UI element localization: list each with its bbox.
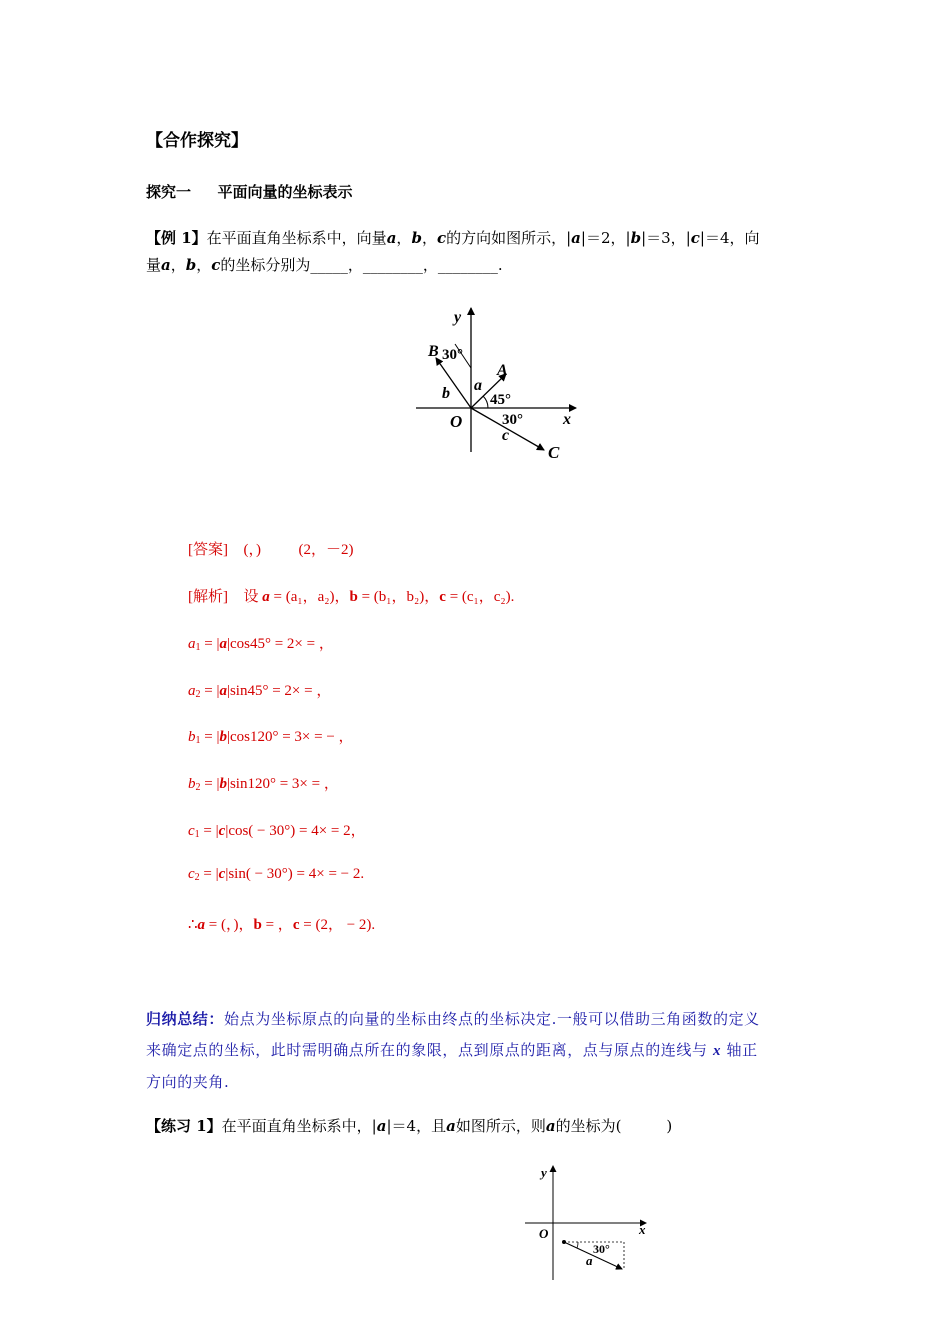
answer [188, 538, 354, 559]
angle-label-C: 30° [502, 412, 523, 428]
topic-number: 探究一 [146, 183, 192, 201]
analysis-line-5: $c_1 = |c|\cos( - 30^\circ) = 4\times = 2$， [188, 823, 366, 840]
analysis-conclusion: ∴a = (，)，b = ，c = (2， − 2). [188, 917, 376, 933]
angle-arc-30 [577, 1242, 578, 1248]
analysis-line-1: $a_1 = |a|\cos 45^\circ = 2\times$ = ， [188, 636, 334, 653]
analysis-line-6: $c_2 = |c|\sin( - 30^\circ) = 4\times$ = − 2. [188, 866, 365, 883]
example-1 [146, 225, 810, 279]
example-1-line-1: 【例 1】在平面直角坐标系中，向量a，b，c的方向如图所示，|a|＝2，|b|＝3，|c|＝4，向 [146, 229, 760, 247]
exercise-1-tag: 【练习 1】 [146, 1117, 222, 1135]
angle-label-A: 45° [490, 392, 511, 408]
vector-figure-1 [410, 300, 590, 470]
label-B: B [428, 343, 439, 360]
label-C: C [548, 443, 560, 462]
topic-title: 平面向量的坐标表示 [217, 183, 353, 201]
summary-line-1: 归纳总结：始点为坐标原点的向量的坐标由终点的坐标决定.一般可以借助三角函数的定义 [146, 1010, 760, 1028]
example-1-tag: 【例 1】 [146, 229, 207, 247]
summary-line-3: 方向的夹角. [146, 1073, 230, 1091]
analysis-line-3: $b_1 = |b|\cos 120^\circ = 3\times$ = − ， [188, 729, 354, 746]
vector-figure-2 [520, 1160, 660, 1286]
summary-label: 归纳总结： [146, 1010, 225, 1028]
section-title: 【合作探究】 [146, 131, 248, 151]
analysis-line-2: $a_2 = |a|\sin 45^\circ = 2\times$ = ， [188, 683, 332, 700]
label-a: a [474, 377, 482, 394]
label-origin-2: O [539, 1226, 549, 1241]
label-y: y [454, 309, 462, 326]
angle-label-2: 30° [593, 1242, 610, 1256]
example-1-line-2: 量a，b，c的坐标分别为_____，________，________. [146, 256, 503, 274]
angle-arc-45 [483, 396, 488, 408]
topic-heading [146, 181, 353, 202]
label-x-2: x [639, 1222, 646, 1237]
analysis-intro: [解析] 设 a = (a₁，a₂)，b = (b₁，b₂)，c = (c₁，c₂). [188, 589, 515, 605]
analysis-line-4: $b_2 = |b|\sin 120^\circ = 3\times$ = ， [188, 776, 339, 793]
analysis-label: [解析] [188, 589, 228, 605]
answer-value-1: (，) [243, 542, 261, 558]
angle-label-B: 30° [442, 347, 463, 363]
answer-value-2: (2，－2) [298, 542, 354, 558]
label-a-2: a [586, 1253, 593, 1268]
summary [146, 1004, 810, 1098]
label-c: c [502, 427, 510, 444]
label-x: x [563, 411, 571, 428]
label-origin: O [450, 412, 463, 431]
label-y-2: y [541, 1165, 547, 1180]
answer-label: [答案] [188, 542, 228, 558]
label-A: A [497, 362, 508, 379]
summary-line-2: 来确定点的坐标，此时需明确点所在的象限，点到原点的距离，点与原点的连线与 x 轴正 [146, 1041, 758, 1059]
exercise-1: 【练习 1】在平面直角坐标系中，|a|＝4，且a如图所示，则a的坐标为( ) [146, 1117, 673, 1135]
therefore-symbol: ∴ [188, 917, 198, 933]
label-b: b [442, 385, 450, 402]
